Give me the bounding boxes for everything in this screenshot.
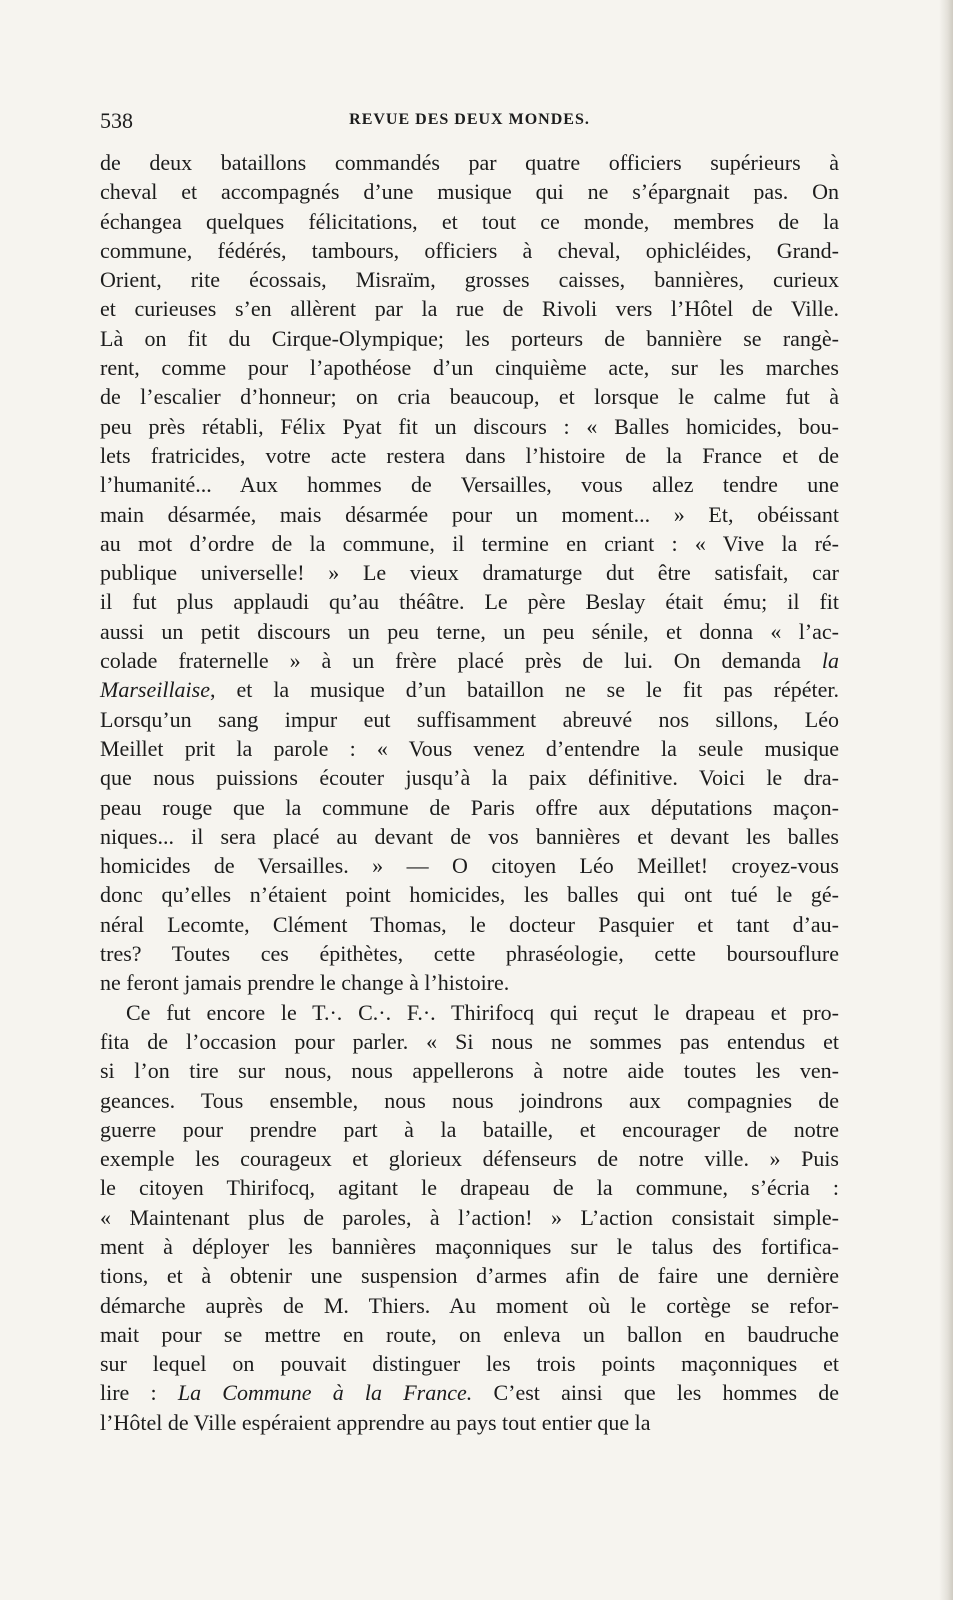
text-line: lets fratricides, votre acte restera dans l’histoire de la France et de xyxy=(100,442,839,468)
text-line: Marseillaise, et la musique d’un bataillon ne se le fit pas répéter. xyxy=(100,677,839,703)
text-line: peu près rétabli, Félix Pyat fit un discours : « Balles homicides, bou- xyxy=(100,413,839,439)
text-line: niques... il sera placé au devant de vos bannières et devant les balles xyxy=(100,823,839,849)
text-line: de deux bataillons commandés par quatre officiers supérieurs à xyxy=(100,150,839,175)
page-edge-shadow xyxy=(939,0,953,1600)
page-number: 538 xyxy=(100,108,133,133)
text-line: de l’escalier d’honneur; on cria beaucoup, et lorsque le calme fut à xyxy=(100,384,839,410)
text-line: Orient, rite écossais, Misraïm, grosses caisses, bannières, curieux xyxy=(100,267,839,293)
text-line: sur lequel on pouvait distinguer les trois points maçonniques et xyxy=(100,1351,839,1377)
text-line: Ce fut encore le T.·. C.·. F.·. Thirifocq qui reçut le drapeau et pro- xyxy=(126,999,839,1025)
text-line: geances. Tous ensemble, nous nous joindrons aux compagnies de xyxy=(100,1087,839,1113)
text-line: ment à déployer les bannières maçonniques sur le talus des fortifica- xyxy=(100,1233,839,1259)
text-line: Lorsqu’un sang impur eut suffisamment abreuvé nos sillons, Léo xyxy=(100,706,839,732)
italic-text: Marseillaise xyxy=(100,677,210,703)
paragraph xyxy=(100,998,839,1437)
text-line: l’Hôtel de Ville espéraient apprendre au pays tout entier que la xyxy=(100,1409,651,1435)
text-line: lire : La Commune à la France. C’est ainsi que les hommes de xyxy=(100,1380,840,1406)
italic-text: la xyxy=(821,648,839,674)
text-line: colade fraternelle » à un frère placé près de lui. On demanda la xyxy=(100,648,839,674)
text-line: publique universelle! » Le vieux dramaturge dut être satisfait, car xyxy=(100,560,839,586)
text-line: démarche auprès de M. Thiers. Au moment où le cortège se refor- xyxy=(100,1292,839,1318)
text-line: si l’on tire sur nous, nous appellerons à notre aide toutes les ven- xyxy=(100,1058,839,1084)
text-line: homicides de Versailles. » — O citoyen Léo Meillet! croyez-vous xyxy=(100,853,839,879)
italic-text: La Commune à la France. xyxy=(177,1380,473,1406)
text-line: le citoyen Thirifocq, agitant le drapeau de la commune, s’écria : xyxy=(100,1175,839,1201)
body-text xyxy=(100,148,839,1437)
text-line: Meillet prit la parole : « Vous venez d’entendre la seule musique xyxy=(100,735,839,761)
text-line: mait pour se mettre en route, on enleva un ballon en baudruche xyxy=(100,1321,839,1347)
text-line: au mot d’ordre de la commune, il termine en criant : « Vive la ré- xyxy=(100,530,839,556)
text-line: main désarmée, mais désarmée pour un moment... » Et, obéissant xyxy=(100,501,839,527)
text-line: exemple les courageux et glorieux défenseurs de notre ville. » Puis xyxy=(100,1146,839,1172)
text-line: l’humanité... Aux hommes de Versailles, vous allez tendre une xyxy=(100,472,839,498)
text-line: que nous puissions écouter jusqu’à la paix définitive. Voici le dra- xyxy=(100,765,839,791)
text-line: aussi un petit discours un peu terne, un peu sénile, et donna « l’ac- xyxy=(100,618,839,644)
text-line: guerre pour prendre part à la bataille, et encourager de notre xyxy=(100,1116,839,1142)
text-line: donc qu’elles n’étaient point homicides, les balles qui ont tué le gé- xyxy=(100,882,839,908)
text-line: cheval et accompagnés d’une musique qui ne s’épargnait pas. On xyxy=(100,179,839,205)
text-line: fita de l’occasion pour parler. « Si nous ne sommes pas entendus et xyxy=(100,1028,839,1054)
text-line: tres? Toutes ces épithètes, cette phraséologie, cette boursouflure xyxy=(100,941,839,967)
text-line: ne feront jamais prendre le change à l’histoire. xyxy=(100,970,510,996)
text-line: Là on fit du Cirque-Olympique; les porteurs de bannière se rangè- xyxy=(100,325,839,351)
text-line: néral Lecomte, Clément Thomas, le docteur Pasquier et tant d’au- xyxy=(100,911,839,937)
text-line: commune, fédérés, tambours, officiers à cheval, ophicléides, Grand- xyxy=(100,237,839,263)
page-header xyxy=(100,108,839,138)
text-line: échangea quelques félicitations, et tout ce monde, membres de la xyxy=(100,208,839,234)
text-line: et curieuses s’en allèrent par la rue de Rivoli vers l’Hôtel de Ville. xyxy=(100,296,839,322)
text-line: rent, comme pour l’apothéose d’un cinquième acte, sur les marches xyxy=(100,355,839,381)
text-line: il fut plus applaudi qu’au théâtre. Le père Beslay était ému; il fit xyxy=(100,589,839,615)
text-line: peau rouge que la commune de Paris offre aux députations maçon- xyxy=(100,794,839,820)
paragraph xyxy=(100,148,839,998)
text-line: « Maintenant plus de paroles, à l’action! » L’action consistait simple- xyxy=(100,1204,839,1230)
text-line: tions, et à obtenir une suspension d’armes afin de faire une dernière xyxy=(100,1263,839,1289)
running-title: REVUE DES DEUX MONDES. xyxy=(349,111,590,128)
